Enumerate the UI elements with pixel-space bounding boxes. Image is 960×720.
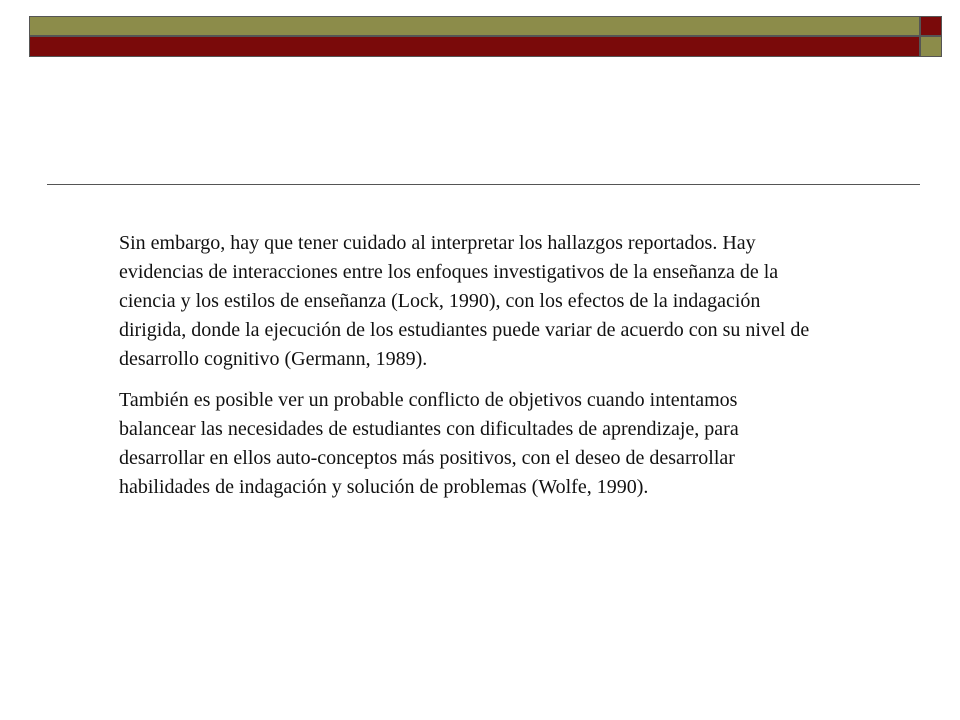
header-square-maroon xyxy=(920,16,942,36)
header-bar-maroon xyxy=(29,36,920,57)
header-square-olive xyxy=(920,36,942,57)
paragraph-1: Sin embargo, hay que tener cuidado al interpretar los hallazgos reportados. Hay evidencias de interacciones entre los enfoques investigativos de la enseñanza de la ciencia y los estilos de enseñanza (Lock, 1990), con los efectos de la indagación dirigida, donde la ejecución de los estudiantes puede variar de acuerdo con su nivel de desarrollo cognitivo (Germann, 1989). xyxy=(119,232,810,370)
header-bar-olive xyxy=(29,16,920,36)
title-divider xyxy=(47,184,920,185)
paragraph-2: También es posible ver un probable conflicto de objetivos cuando intentamos balancear las necesidades de estudiantes con dificultades de aprendizaje, para desarrollar en ellos auto-conceptos más positivos, con el deseo de desarrollar habilidades de indagación y solución de problemas (Wolfe, 1990). xyxy=(119,389,739,498)
body-text xyxy=(119,229,819,514)
